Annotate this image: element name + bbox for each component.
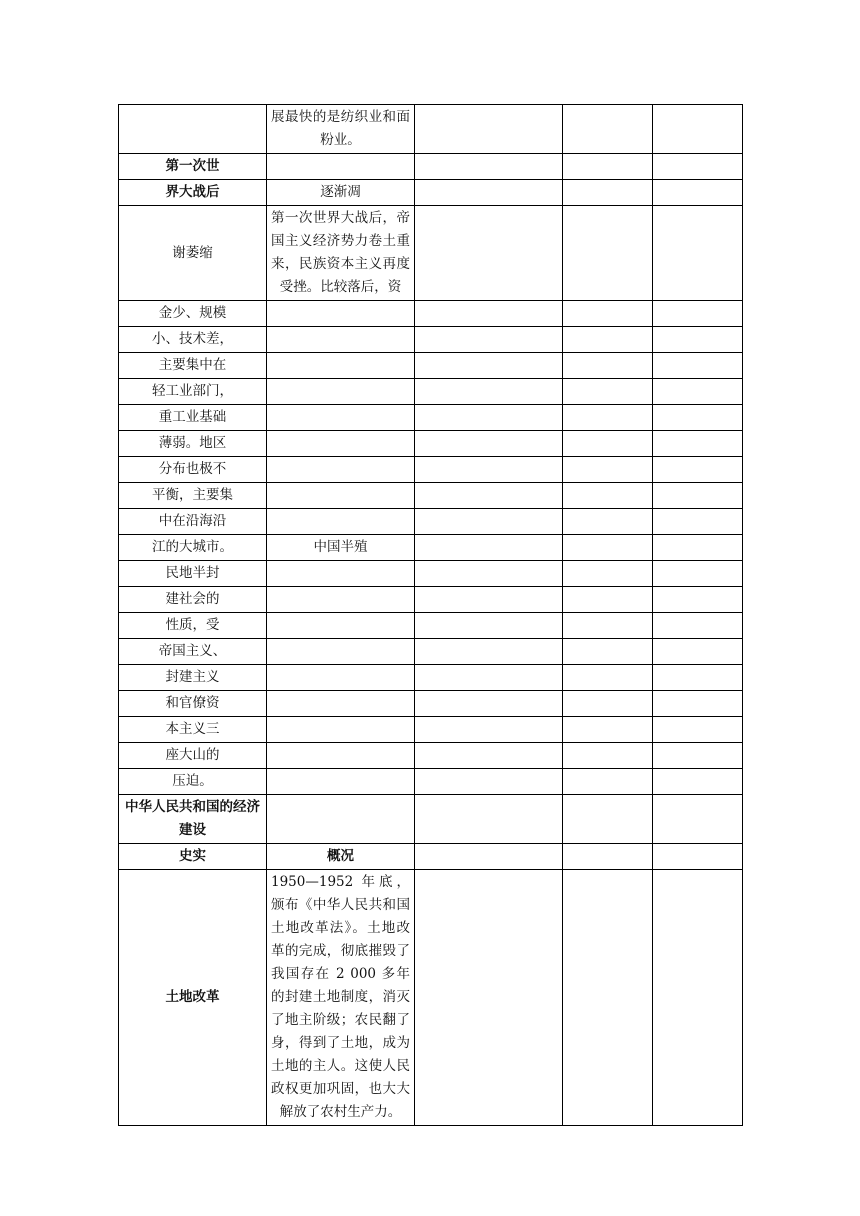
cell-empty — [563, 665, 653, 691]
cell-empty — [653, 405, 743, 431]
cell-empty — [563, 639, 653, 665]
cell-empty — [563, 379, 653, 405]
table-row — [119, 743, 743, 769]
cell-topic: 建社会的 — [119, 587, 267, 613]
history-table — [118, 104, 743, 1126]
cell-summary: 逐渐凋 — [267, 180, 415, 206]
cell-empty — [653, 587, 743, 613]
table-row — [119, 665, 743, 691]
cell-summary — [267, 509, 415, 535]
cell-topic: 界大战后 — [119, 180, 267, 206]
cell-summary — [267, 795, 415, 844]
table-row — [119, 154, 743, 180]
cell-empty — [415, 844, 563, 870]
table-row — [119, 180, 743, 206]
table-row — [119, 613, 743, 639]
cell-summary — [267, 613, 415, 639]
cell-empty — [415, 743, 563, 769]
table-row — [119, 353, 743, 379]
cell-empty — [563, 743, 653, 769]
cell-empty — [563, 535, 653, 561]
cell-empty — [415, 561, 563, 587]
cell-empty — [653, 691, 743, 717]
column-header-facts: 史实 — [119, 844, 267, 870]
cell-summary — [267, 717, 415, 743]
cell-topic: 座大山的 — [119, 743, 267, 769]
cell-empty — [415, 535, 563, 561]
cell-empty — [563, 206, 653, 301]
cell-empty — [653, 105, 743, 154]
cell-summary: 展最快的是纺织业和面粉业。 — [267, 105, 415, 154]
cell-empty — [415, 613, 563, 639]
cell-summary — [267, 691, 415, 717]
table-row — [119, 105, 743, 154]
cell-summary — [267, 769, 415, 795]
table-row — [119, 535, 743, 561]
table-header-row — [119, 844, 743, 870]
cell-summary — [267, 639, 415, 665]
cell-empty — [653, 457, 743, 483]
table-row — [119, 327, 743, 353]
cell-summary: 中国半殖 — [267, 535, 415, 561]
cell-empty — [415, 405, 563, 431]
cell-empty — [563, 327, 653, 353]
cell-empty — [563, 587, 653, 613]
cell-empty — [653, 353, 743, 379]
cell-summary — [267, 561, 415, 587]
cell-empty — [415, 870, 563, 1126]
cell-topic: 封建主义 — [119, 665, 267, 691]
cell-empty — [653, 743, 743, 769]
cell-summary — [267, 743, 415, 769]
cell-empty — [415, 457, 563, 483]
cell-empty — [563, 613, 653, 639]
cell-empty — [563, 105, 653, 154]
cell-empty — [653, 795, 743, 844]
cell-empty — [415, 691, 563, 717]
cell-empty — [653, 509, 743, 535]
cell-empty — [563, 691, 653, 717]
cell-empty — [563, 405, 653, 431]
cell-summary — [267, 301, 415, 327]
cell-empty — [563, 301, 653, 327]
cell-empty — [653, 154, 743, 180]
cell-empty — [653, 717, 743, 743]
table-row — [119, 870, 743, 1126]
cell-topic: 中在沿海沿 — [119, 509, 267, 535]
cell-topic: 分布也极不 — [119, 457, 267, 483]
cell-summary: 第一次世界大战后，帝国主义经济势力卷土重来，民族资本主义再度受挫。比较落后，资 — [267, 206, 415, 301]
section-heading: 中华人民共和国的经济建设 — [119, 795, 267, 844]
column-header-overview: 概况 — [267, 844, 415, 870]
cell-empty — [563, 154, 653, 180]
table-row — [119, 483, 743, 509]
cell-empty — [415, 206, 563, 301]
cell-empty — [653, 769, 743, 795]
cell-empty — [415, 353, 563, 379]
cell-summary — [267, 431, 415, 457]
table-row — [119, 379, 743, 405]
cell-empty — [563, 353, 653, 379]
cell-empty — [563, 561, 653, 587]
cell-empty — [653, 665, 743, 691]
cell-empty — [653, 327, 743, 353]
cell-topic: 金少、规模 — [119, 301, 267, 327]
cell-empty — [563, 509, 653, 535]
cell-empty — [415, 154, 563, 180]
table-row — [119, 587, 743, 613]
cell-summary — [267, 457, 415, 483]
cell-empty — [415, 717, 563, 743]
cell-empty — [415, 509, 563, 535]
cell-empty — [563, 431, 653, 457]
cell-empty — [415, 105, 563, 154]
cell-topic: 谢萎缩 — [119, 206, 267, 301]
cell-empty — [563, 180, 653, 206]
cell-empty — [415, 431, 563, 457]
cell-empty — [653, 206, 743, 301]
cell-empty — [563, 870, 653, 1126]
cell-empty — [563, 795, 653, 844]
cell-topic: 轻工业部门， — [119, 379, 267, 405]
cell-summary: 1950—1952 年底，颁布《中华人民共和国土地改革法》。土地改革的完成，彻底摧毁了我国存在 2 000 多年的封建土地制度，消灭了地主阶级；农民翻了身，得到了土地，成为土地的主人。这使人民政权更加巩固，也大大解放了农村生产力。 — [267, 870, 415, 1126]
cell-topic: 性质，受 — [119, 613, 267, 639]
table-row — [119, 509, 743, 535]
table-row — [119, 206, 743, 301]
cell-summary — [267, 587, 415, 613]
cell-summary — [267, 327, 415, 353]
cell-empty — [415, 587, 563, 613]
table-row — [119, 561, 743, 587]
cell-topic: 重工业基础 — [119, 405, 267, 431]
cell-empty — [653, 639, 743, 665]
cell-empty — [653, 483, 743, 509]
cell-summary — [267, 665, 415, 691]
table-row — [119, 639, 743, 665]
cell-empty — [415, 769, 563, 795]
cell-topic: 帝国主义、 — [119, 639, 267, 665]
cell-topic: 压迫。 — [119, 769, 267, 795]
table-body — [119, 105, 743, 1126]
cell-empty — [653, 180, 743, 206]
cell-summary — [267, 405, 415, 431]
table-row — [119, 691, 743, 717]
table-row — [119, 795, 743, 844]
cell-topic: 薄弱。地区 — [119, 431, 267, 457]
cell-topic: 小、技术差， — [119, 327, 267, 353]
cell-empty — [653, 844, 743, 870]
cell-summary — [267, 483, 415, 509]
cell-topic: 和官僚资 — [119, 691, 267, 717]
cell-topic: 土地改革 — [119, 870, 267, 1126]
table-row — [119, 717, 743, 743]
cell-empty — [563, 483, 653, 509]
cell-topic: 第一次世 — [119, 154, 267, 180]
cell-empty — [563, 717, 653, 743]
cell-empty — [653, 379, 743, 405]
cell-empty — [415, 180, 563, 206]
cell-topic: 本主义三 — [119, 717, 267, 743]
cell-empty — [563, 769, 653, 795]
cell-empty — [653, 613, 743, 639]
table-row — [119, 457, 743, 483]
cell-topic: 主要集中在 — [119, 353, 267, 379]
cell-empty — [653, 870, 743, 1126]
cell-empty — [653, 431, 743, 457]
table-row — [119, 301, 743, 327]
cell-empty — [415, 483, 563, 509]
cell-topic: 江的大城市。 — [119, 535, 267, 561]
cell-empty — [415, 301, 563, 327]
cell-topic: 民地半封 — [119, 561, 267, 587]
cell-summary — [267, 154, 415, 180]
table-row — [119, 431, 743, 457]
cell-empty — [415, 639, 563, 665]
cell-empty — [415, 665, 563, 691]
cell-empty — [415, 795, 563, 844]
cell-topic: 平衡，主要集 — [119, 483, 267, 509]
cell-empty — [653, 561, 743, 587]
cell-empty — [653, 301, 743, 327]
cell-summary — [267, 379, 415, 405]
cell-empty — [563, 457, 653, 483]
table-row — [119, 405, 743, 431]
cell-empty — [653, 535, 743, 561]
cell-empty — [415, 379, 563, 405]
cell-empty — [563, 844, 653, 870]
cell-empty — [415, 327, 563, 353]
cell-summary — [267, 353, 415, 379]
cell-topic — [119, 105, 267, 154]
table-row — [119, 769, 743, 795]
